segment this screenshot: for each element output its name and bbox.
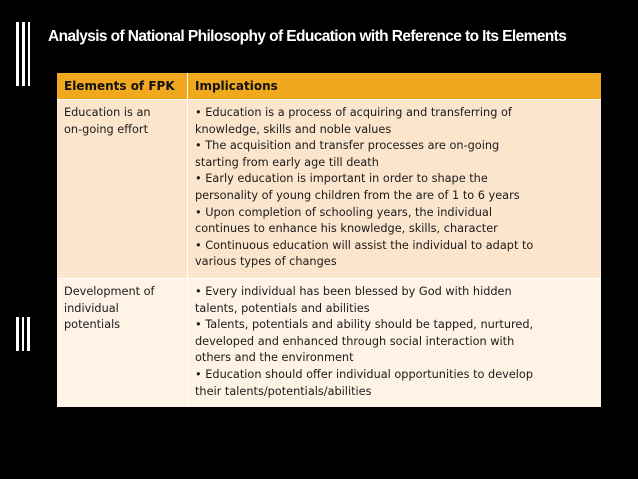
column-header-elements: Elements of FPK <box>57 73 188 100</box>
implication-text-line: personality of young children from the are of 1 to 6 years <box>195 188 520 202</box>
implication-text-line: others and the environment <box>195 351 354 365</box>
table-row <box>57 278 601 407</box>
implication-text-line: talents, potentials and abilities <box>195 301 370 315</box>
decorative-bar <box>16 317 19 351</box>
fpk-table <box>57 73 601 407</box>
element-cell <box>57 100 188 279</box>
decorative-bar <box>22 317 25 351</box>
element-cell <box>57 278 188 407</box>
slide-title: Analysis of National Philosophy of Education with Reference to Its Elements <box>48 28 567 45</box>
decorative-bars-bottom <box>16 317 30 351</box>
implication-text-line: • Education is a process of acquiring and transferring of <box>195 106 512 119</box>
implication-text-line: • The acquisition and transfer processes are on-going <box>195 139 500 153</box>
element-text-line: Education is an <box>64 106 151 119</box>
table-header-row <box>57 73 601 100</box>
decorative-bar <box>22 22 25 86</box>
implication-text-line: knowledge, skills and noble values <box>195 122 392 136</box>
implication-text-line: various types of changes <box>195 255 337 269</box>
column-header-implications: Implications <box>188 73 602 100</box>
decorative-bar <box>16 22 19 86</box>
implications-cell <box>188 100 602 279</box>
implication-text-line: • Every individual has been blessed by God with hidden <box>195 284 512 298</box>
implication-text-line: • Early education is important in order to shape the <box>195 172 488 186</box>
element-text-line: individual <box>64 301 119 315</box>
implication-text-line: starting from early age till death <box>195 155 379 169</box>
implications-cell <box>188 278 602 407</box>
implication-text-line: • Talents, potentials and ability should be tapped, nurtured, <box>195 318 534 332</box>
element-text-line: Development of <box>64 284 155 298</box>
implication-text-line: • Upon completion of schooling years, the individual <box>195 205 492 219</box>
decorative-bars-top <box>16 22 30 86</box>
element-text-line: on-going effort <box>64 122 149 136</box>
table-row <box>57 100 601 279</box>
implication-text-line: • Continuous education will assist the individual to adapt to <box>195 238 534 252</box>
implication-text-line: • Education should offer individual opportunities to develop <box>195 367 534 381</box>
decorative-bar <box>27 317 30 351</box>
implication-text-line: continues to enhance his knowledge, skills, character <box>195 222 498 236</box>
implication-text-line: their talents/potentials/abilities <box>195 384 372 398</box>
element-text-line: potentials <box>64 318 121 332</box>
implication-text-line: developed and enhanced through social interaction with <box>195 334 515 348</box>
decorative-bar <box>28 22 30 86</box>
